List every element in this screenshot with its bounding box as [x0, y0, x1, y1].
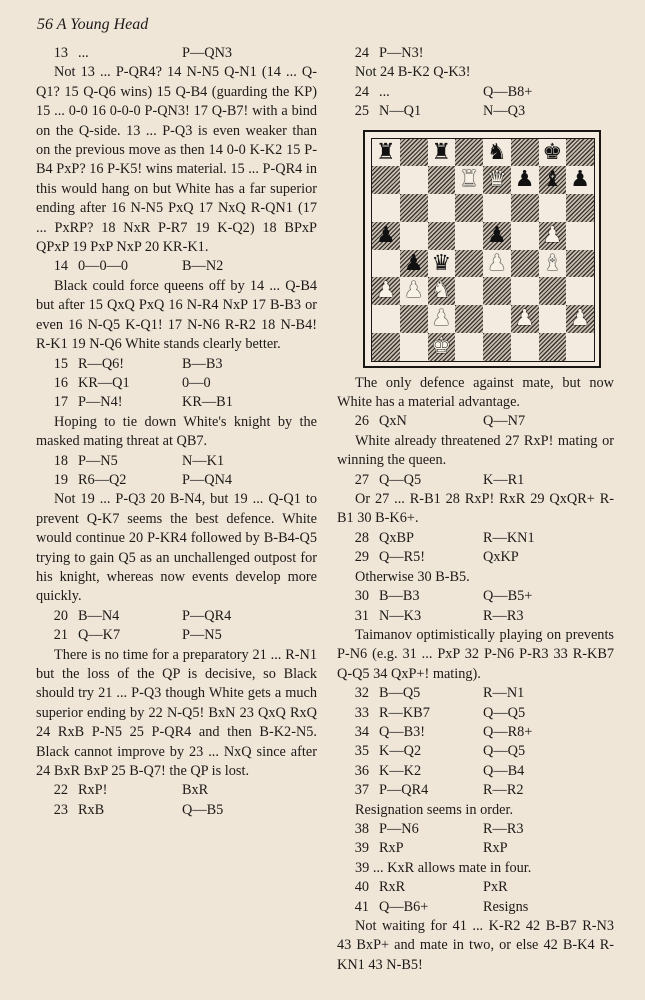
white-move: P—N6: [379, 820, 419, 837]
move-number: 40: [354, 879, 369, 896]
board-square: [483, 166, 511, 194]
board-square: [511, 222, 539, 250]
page-header: 56 A Young Head: [37, 16, 149, 33]
white-move: Q—R5!: [379, 549, 426, 566]
move-line: [337, 471, 614, 490]
move-line: [36, 355, 317, 374]
board-square: [483, 222, 511, 250]
black-move: N—Q3: [483, 103, 526, 120]
annotation-paragraph: Resignation seems in order.: [355, 801, 514, 818]
black-rook-icon: ♜: [376, 139, 396, 165]
board-square: [372, 166, 400, 194]
annotation-paragraph: Otherwise 30 B-B5.: [355, 568, 470, 585]
move-line: [337, 781, 614, 800]
board-square: [428, 277, 456, 305]
white-rook-icon: ♜: [459, 167, 479, 193]
board-square: [400, 333, 428, 361]
black-pawn-icon: ♟: [403, 250, 424, 276]
white-move: ...: [78, 45, 89, 61]
black-move: Q—N7: [483, 413, 526, 430]
board-square: [428, 139, 456, 167]
white-move: P—QR4: [379, 782, 429, 799]
black-move: Q—Q5: [483, 743, 526, 760]
white-move: K—Q2: [379, 743, 422, 760]
move-number: 19: [53, 471, 68, 488]
move-number: 41: [354, 898, 369, 915]
move-number: 26: [354, 413, 369, 430]
black-pawn-icon: ♟: [487, 222, 507, 248]
black-move: P—N5: [182, 627, 222, 644]
black-move: 0—0: [182, 374, 211, 391]
board-square: [539, 194, 567, 222]
annotation-paragraph: White already threatened 27 RxP! mating or winning the queen.: [337, 432, 614, 469]
annotation-paragraph: Not 13 ... P-QR4? 14 N-N5 Q-N1 (14 ... Q-Q1? 15 Q-Q6 wins) 15 Q-B4 (guarding the KP) 15 ... 0-0 16 0-0-0 P-QN3! 17 Q-B7! with a bind on the Q-side. 13 ... P-Q3 is even weaker than on the previous move as then 14 0-0 K-K2 15 P-B4 PxP? 16 P-K5! wins material. 15 ... P-QR4 in this would hang on but White has a far superior ending after 16 N-N5 PxQ 17 NxQ R-QN1 (17 ... PxRP? 18 NxR P-R7 19 K-Q2) 18 BPxP QPxP 19 PxP NxP 20 KR-K1.: [36, 64, 317, 256]
white-move: RxR: [379, 879, 406, 896]
annotation-paragraph: Black could force queens off by 14 ... Q-B4 but after 15 QxQ PxQ 16 N-R4 NxP 17 B-B3 or even 16 N-Q5 K-Q1! 17 N-N6 R-R2 18 N-B4! R-K1 19 N-Q6 White stands clearly better.: [36, 277, 317, 353]
annotation-paragraph: 39 ... KxR allows mate in four.: [355, 859, 532, 876]
black-move: R—N1: [483, 685, 525, 702]
board-square: [511, 166, 539, 194]
move-number: 24: [354, 45, 369, 61]
move-line: [337, 44, 614, 63]
board-square: [400, 194, 428, 222]
move-line: [36, 626, 317, 645]
board-square: [511, 305, 539, 333]
board-square: [372, 250, 400, 278]
black-move: Q—B4: [483, 762, 525, 779]
board-square: [539, 139, 567, 167]
move-number: 35: [354, 743, 369, 760]
white-pawn-icon: ♟: [403, 278, 424, 304]
board-square: [483, 305, 511, 333]
board-square: [566, 194, 594, 222]
board-square: [428, 222, 456, 250]
move-line: [36, 801, 317, 820]
board-square: [400, 166, 428, 194]
left-column: [36, 44, 317, 820]
board-square: [483, 277, 511, 305]
board-square: [400, 222, 428, 250]
move-number: 21: [53, 627, 68, 644]
board-square: [455, 166, 483, 194]
chess-diagram: [363, 130, 601, 368]
black-move: [483, 44, 614, 63]
annotation-paragraph: There is no time for a preparatory 21 ... R-N1 but the loss of the QP is decisive, so Black should try 21 ... P-Q3 though White gets a much superior ending by 22 N-Q5! BxN 23 QxQ RxQ 24 RxB P-N5 25 P-QR4 and then B-K2-N5. Black cannot improve by 23 ... NxQ since after 24 BxR BxP 25 B-Q7! the QP is lost.: [36, 646, 317, 780]
board-square: [372, 194, 400, 222]
move-number: 16: [53, 374, 68, 391]
white-move: RxP: [379, 840, 404, 857]
black-move: Q—B8+: [483, 83, 533, 100]
move-number: 39: [354, 840, 369, 857]
move-line: [337, 587, 614, 606]
board-square: [566, 333, 594, 361]
board-square: [566, 139, 594, 167]
white-move: P—N5: [78, 452, 118, 469]
white-move: B—B3: [379, 588, 420, 605]
move-number: 28: [354, 529, 369, 546]
move-line: [36, 452, 317, 471]
board-square: [428, 305, 456, 333]
board-square: [400, 139, 428, 167]
white-move: ...: [379, 83, 390, 100]
right-column: [337, 44, 614, 975]
board-square: [428, 250, 456, 278]
board-square: [455, 194, 483, 222]
move-line: [337, 839, 614, 858]
move-line: [337, 878, 614, 897]
annotation-paragraph: Not 24 B-K2 Q-K3!: [355, 64, 471, 81]
board-square: [455, 139, 483, 167]
white-move: K—K2: [379, 762, 422, 779]
board-square: [483, 333, 511, 361]
white-move: R6—Q2: [78, 471, 127, 488]
board-square: [511, 139, 539, 167]
black-move: B—N2: [182, 258, 224, 275]
white-move: N—K3: [379, 607, 422, 624]
annotation-paragraph: Taimanov optimistically playing on prevents P-N6 (e.g. 31 ... PxP 32 P-N6 P-R3 33 R-KB7 Q-Q5 34 QxP+! mating).: [337, 626, 614, 682]
board-square: [566, 305, 594, 333]
board-square: [428, 166, 456, 194]
board-square: [428, 333, 456, 361]
white-move: RxP!: [78, 782, 108, 799]
move-number: 37: [354, 782, 369, 799]
board-square: [483, 250, 511, 278]
black-move: K—R1: [483, 471, 525, 488]
white-queen-icon: ♛: [487, 167, 507, 193]
move-line: [337, 529, 614, 548]
white-move: 0—0—0: [78, 258, 129, 275]
board-square: [566, 166, 594, 194]
black-move: P—QN4: [182, 471, 233, 488]
board-square: [372, 277, 400, 305]
black-move: BxR: [182, 782, 209, 799]
move-number: 15: [53, 355, 68, 372]
black-move: Resigns: [483, 898, 529, 915]
white-move: Q—B3!: [379, 723, 426, 740]
white-pawn-icon: ♟: [570, 306, 590, 331]
black-move: R—R3: [483, 607, 524, 624]
white-bishop-icon: ♝: [542, 250, 563, 276]
move-line: [337, 684, 614, 703]
white-king-icon: ♚: [431, 333, 452, 359]
move-line: [337, 762, 614, 781]
board-square: [400, 277, 428, 305]
board-square: [539, 250, 567, 278]
move-number: 18: [53, 452, 68, 469]
white-move: N—Q1: [379, 103, 422, 120]
annotation-paragraph: Or 27 ... R-B1 28 RxP! RxR 29 QxQR+ R-B1 30 B-K6+.: [337, 491, 614, 527]
board-square: [539, 333, 567, 361]
white-move: B—Q5: [379, 685, 421, 702]
white-knight-icon: ♞: [431, 278, 452, 304]
white-move: QxBP: [379, 529, 414, 546]
board-square: [566, 250, 594, 278]
white-move: B—N4: [78, 607, 120, 624]
white-move: RxB: [78, 801, 105, 818]
black-king-icon: ♚: [542, 139, 563, 165]
board-square: [372, 222, 400, 250]
white-pawn-icon: ♟: [514, 306, 535, 331]
move-number: 30: [354, 588, 369, 605]
move-line: [36, 781, 317, 800]
white-move: KR—Q1: [78, 374, 130, 391]
move-line: [36, 257, 317, 276]
board-square: [372, 305, 400, 333]
move-line: [337, 723, 614, 742]
move-line: [337, 742, 614, 761]
white-move: Q—K7: [78, 627, 121, 644]
move-number: 24: [354, 83, 369, 100]
black-move: P—QN3: [182, 45, 233, 61]
board-square: [511, 250, 539, 278]
move-line: [337, 548, 614, 567]
black-move: Q—R8+: [483, 723, 533, 740]
black-bishop-icon: ♝: [542, 167, 563, 193]
black-rook-icon: ♜: [431, 139, 452, 165]
board-square: [428, 194, 456, 222]
move-line: [36, 471, 317, 490]
black-move: R—R3: [483, 820, 524, 837]
move-number: 38: [354, 820, 369, 837]
board-square: [511, 277, 539, 305]
board-square: [400, 250, 428, 278]
board-square: [455, 277, 483, 305]
move-number: 23: [53, 801, 68, 818]
black-pawn-icon: ♟: [376, 222, 396, 248]
board-square: [372, 139, 400, 167]
move-number: 14: [53, 258, 68, 275]
move-line: [337, 412, 614, 431]
black-queen-icon: ♛: [431, 250, 452, 276]
move-line: [337, 607, 614, 626]
move-number: 25: [354, 103, 369, 120]
black-move: Q—B5+: [483, 588, 533, 605]
board-square: [511, 333, 539, 361]
black-move: PxR: [483, 879, 508, 896]
board-square: [483, 194, 511, 222]
move-line: [36, 393, 317, 412]
board-square: [372, 333, 400, 361]
black-pawn-icon: ♟: [514, 167, 535, 193]
black-move: QxKP: [483, 549, 519, 566]
move-number: 31: [354, 607, 369, 624]
black-knight-icon: ♞: [487, 139, 507, 165]
move-number: 20: [53, 607, 68, 624]
move-line: [337, 83, 614, 102]
move-line: [337, 898, 614, 917]
move-number: 17: [53, 394, 68, 411]
board-square: [539, 305, 567, 333]
board-square: [455, 250, 483, 278]
board-square: [455, 305, 483, 333]
move-number: 33: [354, 704, 369, 721]
move-line: [337, 820, 614, 839]
board-square: [511, 194, 539, 222]
move-number: 34: [354, 723, 369, 740]
move-line: [337, 704, 614, 723]
move-number: 13: [53, 45, 68, 61]
chess-board: [371, 138, 595, 362]
black-move: Q—Q5: [483, 704, 526, 721]
move-number: 29: [354, 549, 369, 566]
white-pawn-icon: ♟: [542, 222, 563, 248]
board-square: [539, 222, 567, 250]
board-square: [566, 277, 594, 305]
board-square: [455, 222, 483, 250]
move-line: [36, 374, 317, 393]
black-pawn-icon: ♟: [570, 167, 590, 193]
move-line: [36, 44, 317, 63]
board-square: [455, 333, 483, 361]
annotation-paragraph: The only defence against mate, but now White has a material advantage.: [337, 374, 614, 411]
board-square: [483, 139, 511, 167]
black-move: KR—B1: [182, 394, 233, 411]
white-pawn-icon: ♟: [431, 306, 452, 331]
black-move: N—K1: [182, 452, 225, 469]
black-move: B—B3: [182, 355, 223, 372]
white-pawn-icon: ♟: [376, 278, 396, 304]
black-move: Q—B5: [182, 801, 224, 818]
move-number: 32: [354, 685, 369, 702]
white-pawn-icon: ♟: [487, 250, 507, 276]
board-square: [400, 305, 428, 333]
annotation-paragraph: Hoping to tie down White's knight by the masked mating threat at QB7.: [36, 413, 317, 450]
board-square: [539, 166, 567, 194]
white-move: QxN: [379, 413, 407, 430]
move-line: [337, 102, 614, 121]
annotation-paragraph: Not waiting for 41 ... K-R2 42 B-B7 R-N3 43 BxP+ and mate in two, or else 42 B-K4 R-KN1 43 N-B5!: [337, 918, 614, 973]
move-number: 27: [354, 471, 369, 488]
black-move: P—QR4: [182, 607, 232, 624]
board-square: [566, 222, 594, 250]
white-move: Q—B6+: [379, 898, 429, 915]
move-line: [36, 607, 317, 626]
annotation-paragraph: Not 19 ... P-Q3 20 B-N4, but 19 ... Q-Q1 to prevent Q-K7 seems the best defence. White would continue 20 P-KR4 followed by B-B4-Q5 trying to gain Q5 as an unchallenged outpost for his knight, whereas now events develop more quickly.: [36, 491, 317, 605]
white-move: R—Q6!: [78, 355, 125, 372]
move-number: 36: [354, 762, 369, 779]
white-move: P—N4!: [78, 394, 123, 411]
white-move: Q—Q5: [379, 471, 422, 488]
black-move: R—R2: [483, 782, 524, 799]
move-number: 22: [53, 782, 68, 799]
white-move: P—N3!: [379, 45, 424, 61]
white-move: R—KB7: [379, 704, 430, 721]
black-move: R—KN1: [483, 529, 535, 546]
board-square: [539, 277, 567, 305]
black-move: RxP: [483, 840, 508, 857]
